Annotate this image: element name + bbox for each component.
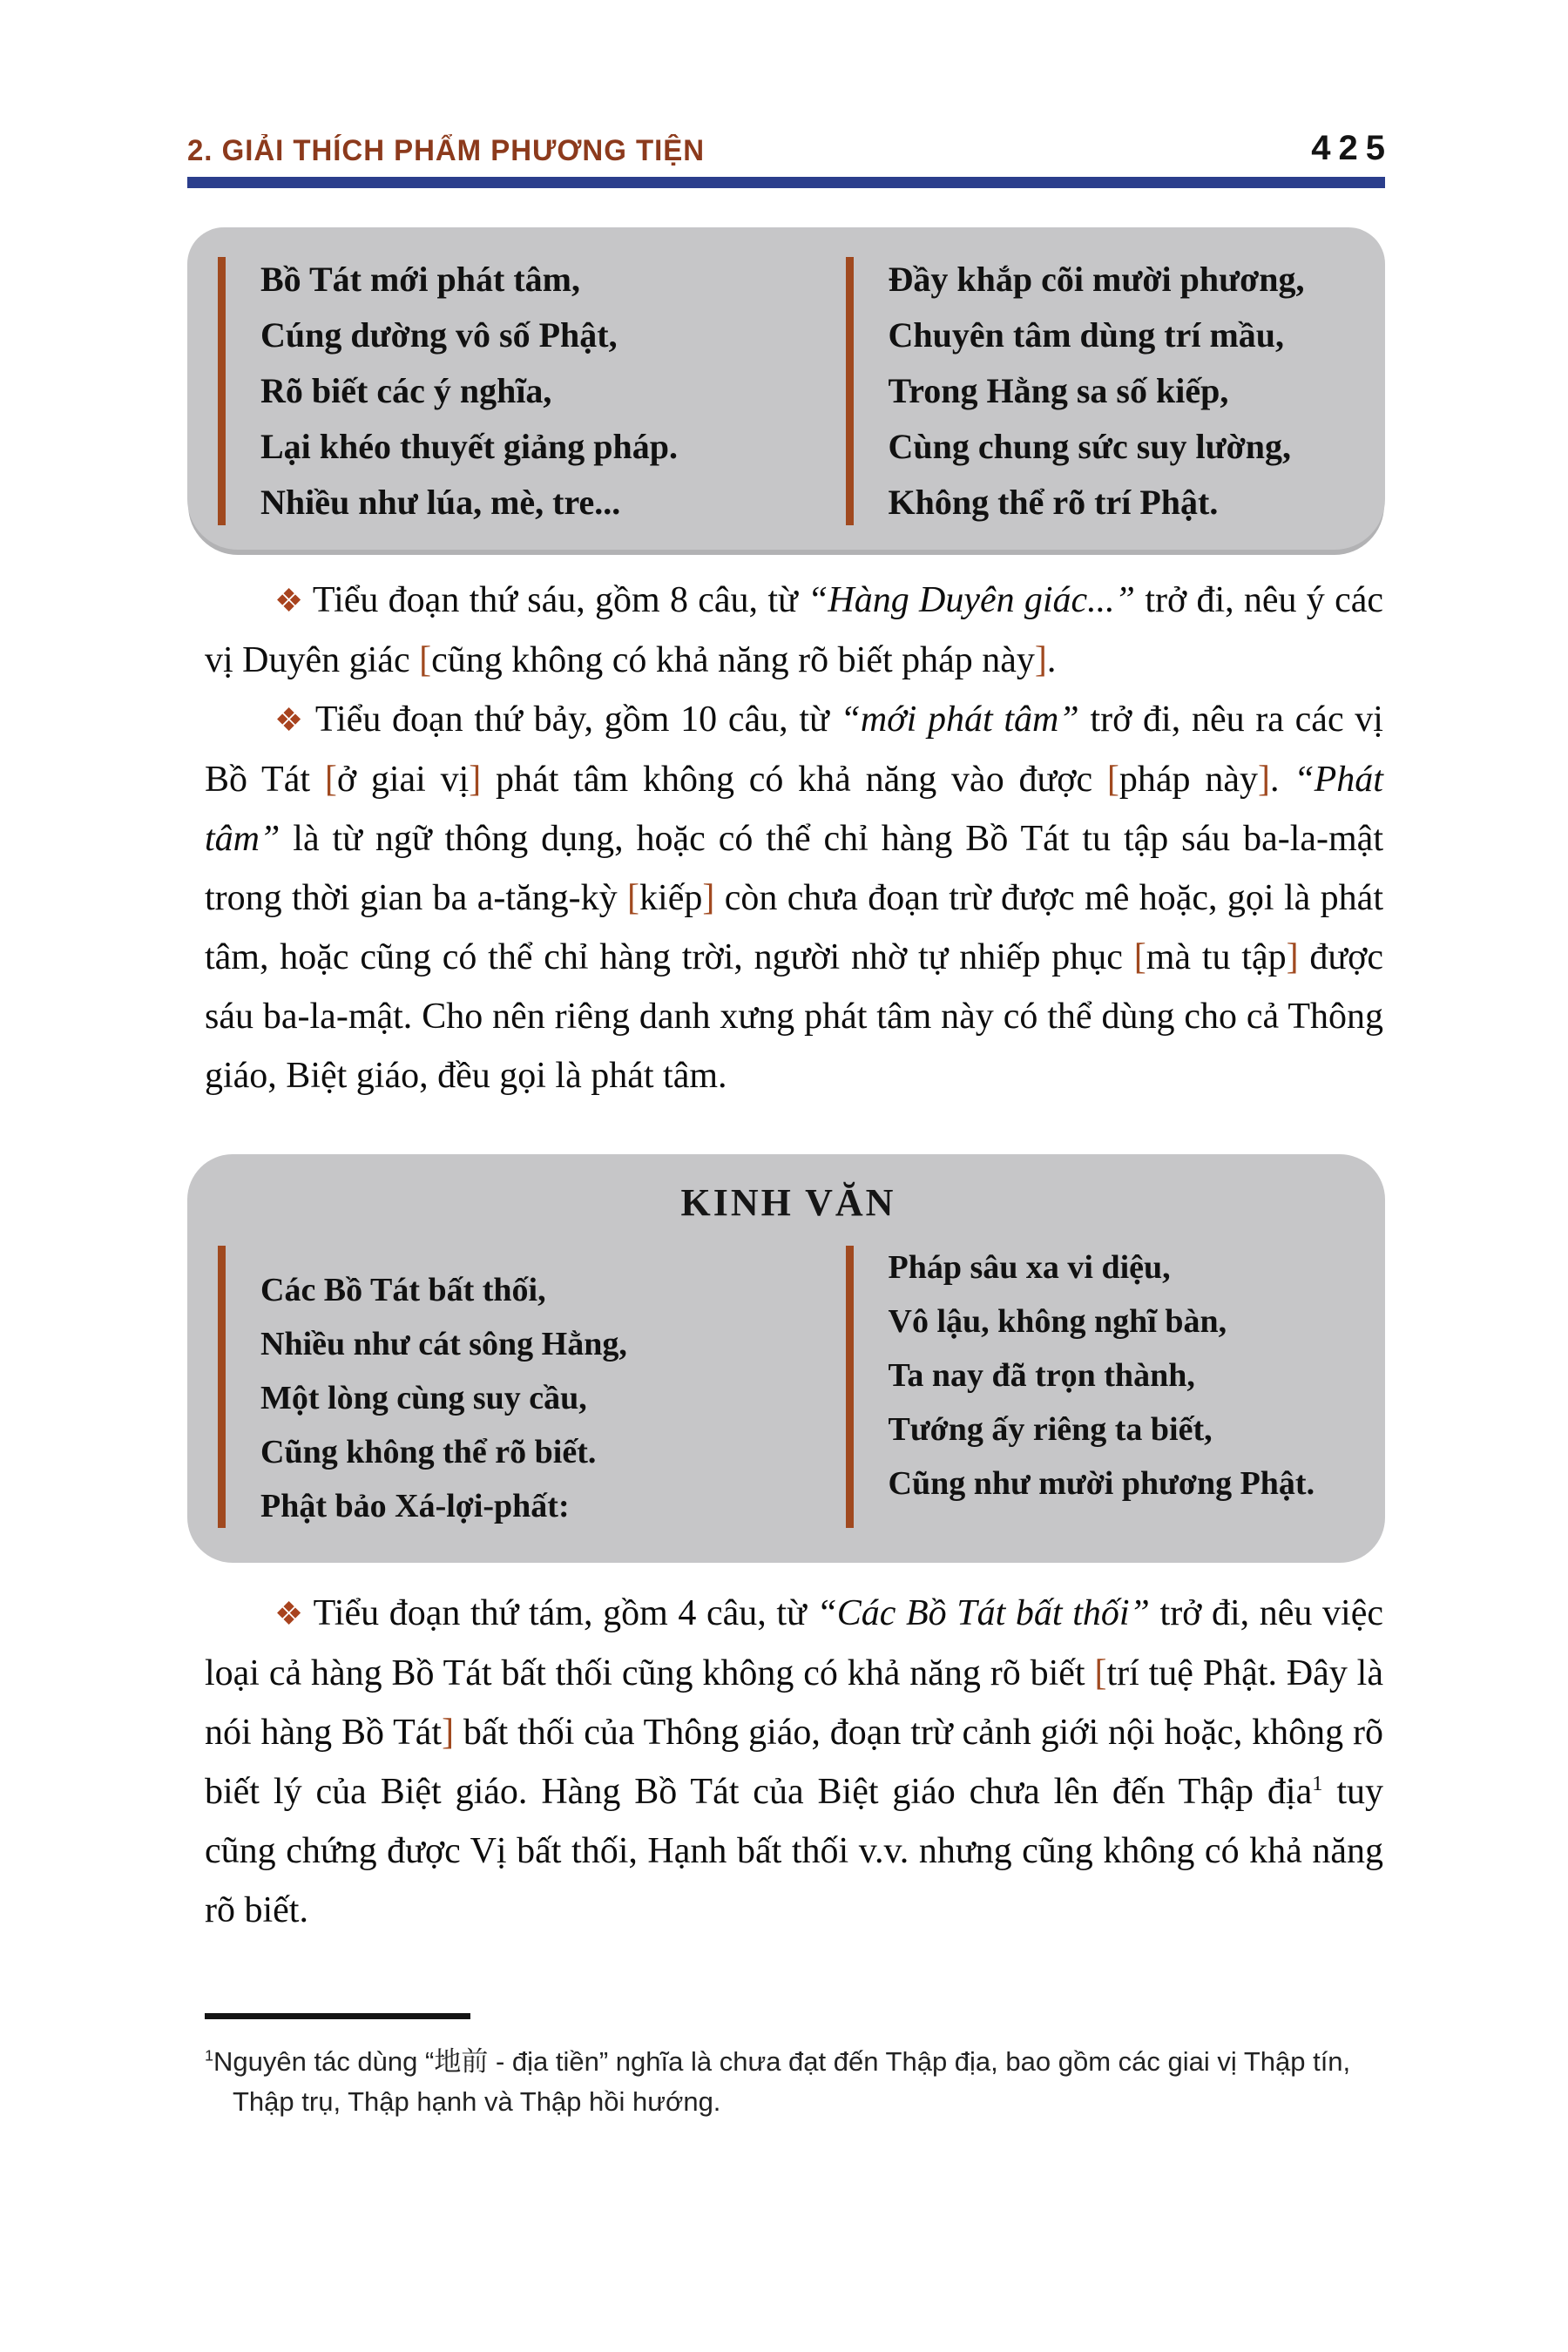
header-rule — [187, 177, 1385, 188]
verse-column-right — [846, 252, 1360, 531]
verse-line: Vô lậu, không nghĩ bàn, — [888, 1303, 1227, 1340]
verse-line: Các Bồ Tát bất thối, — [260, 1272, 546, 1308]
verse-line: Rõ biết các ý nghĩa, — [260, 371, 552, 410]
verse-divider-bar — [846, 1246, 854, 1528]
verse-line: Trong Hằng sa số kiếp, — [888, 371, 1229, 410]
verse-line: Cũng như mười phương Phật. — [888, 1465, 1315, 1502]
kinh-van-lines-left — [226, 1240, 627, 1533]
kinh-van-title: KINH VĂN — [680, 1181, 896, 1224]
verse-line: Không thể rõ trí Phật. — [888, 483, 1219, 522]
paragraph-section-seven: ❖ Tiểu đoạn thứ bảy, gồm 10 câu, từ “mới phát tâm” trở đi, nêu ra các vị Bồ Tát [ở giai vị] phát tâm không có khả năng vào được [pháp này]. “Phát tâm” là từ ngữ thông dụng, hoặc có thể chỉ hàng Bồ Tát tu tập sáu ba-la-mật trong thời gian ba a-tăng-kỳ [kiếp] còn chưa đoạn trừ được mê hoặc, gọi là phát tâm, hoặc cũng có thể chỉ hàng trời, người nhờ tự nhiếp phục [mà tu tập] được sáu ba-la-mật. Cho nên riêng danh xưng phát tâm này có thể dùng cho cả Thông giáo, Biệt giáo, đều gọi là phát tâm. — [205, 700, 1383, 1096]
verse-accent-bar — [218, 1246, 226, 1528]
verse-line: Lại khéo thuyết giảng pháp. — [260, 427, 679, 466]
footnote-rule — [205, 2013, 470, 2019]
kinh-van-column-left — [218, 1240, 846, 1533]
kinh-van-box — [187, 1154, 1385, 1563]
verse-lines-left — [226, 252, 678, 531]
verse-divider-bar — [846, 257, 854, 525]
page-header — [187, 129, 1393, 188]
paragraph-section-eight: ❖ Tiểu đoạn thứ tám, gồm 4 câu, từ “Các Bồ Tát bất thối” trở đi, nêu việc loại cả hàng Bồ Tát bất thối cũng không có khả năng rõ biết [trí tuệ Phật. Đây là nói hàng Bồ Tát] bất thối của Thông giáo, đoạn trừ cảnh giới nội hoặc, không rõ biết lý của Biệt giáo. Hàng Bồ Tát của Biệt giáo chưa lên đến Thập địa$^1$ tuy cũng chứng được Vị bất thối, Hạnh bất thối v.v. nhưng cũng không có khả năng rõ biết. — [205, 1593, 1383, 1930]
verse-lines-right — [854, 252, 1305, 531]
verse-line: Chuyên tâm dùng trí mầu, — [888, 315, 1285, 355]
verse-line: Nhiều như cát sông Hằng, — [260, 1326, 627, 1362]
kinh-van-column-right — [846, 1240, 1360, 1533]
verse-line: Một lòng cùng suy cầu, — [260, 1380, 587, 1416]
paragraph-section-six: ❖ Tiểu đoạn thứ sáu, gồm 8 câu, từ “Hàng Duyên giác...” trở đi, nêu ý các vị Duyên giác [cũng không có khả năng rõ biết pháp này]. — [205, 580, 1383, 680]
verse-line: Bồ Tát mới phát tâm, — [260, 260, 580, 299]
verse-line: Ta nay đã trọn thành, — [888, 1357, 1195, 1394]
verse-line: Đầy khắp cõi mười phương, — [888, 260, 1305, 299]
verse-line: Phật bảo Xá-lợi-phất: — [260, 1488, 570, 1524]
page-number: 425 — [1311, 129, 1393, 167]
verse-quote-box — [187, 227, 1385, 550]
verse-line: Tướng ấy riêng ta biết, — [888, 1411, 1213, 1448]
verse-line: Cùng chung sức suy lường, — [888, 427, 1292, 466]
verse-line: Pháp sâu xa vi diệu, — [888, 1249, 1171, 1286]
verse-line: Cũng không thể rõ biết. — [260, 1434, 597, 1470]
footnote-text: $^1$Nguyên tác dùng “地前 - địa tiền” nghĩa là chưa đạt đến Thập địa, bao gồm các giai vị Thập tín, Thập trụ, Thập hạnh và Thập hồi hướng. — [205, 2046, 1351, 2117]
kinh-van-lines-right — [854, 1240, 1315, 1533]
verse-line: Nhiều như lúa, mè, tre... — [260, 483, 621, 522]
verse-accent-bar — [218, 257, 226, 525]
running-header-title: 2. GIẢI THÍCH PHẨM PHƯƠNG TIỆN — [187, 134, 705, 167]
verse-line: Cúng dường vô số Phật, — [260, 315, 618, 355]
verse-column-left — [218, 252, 846, 531]
